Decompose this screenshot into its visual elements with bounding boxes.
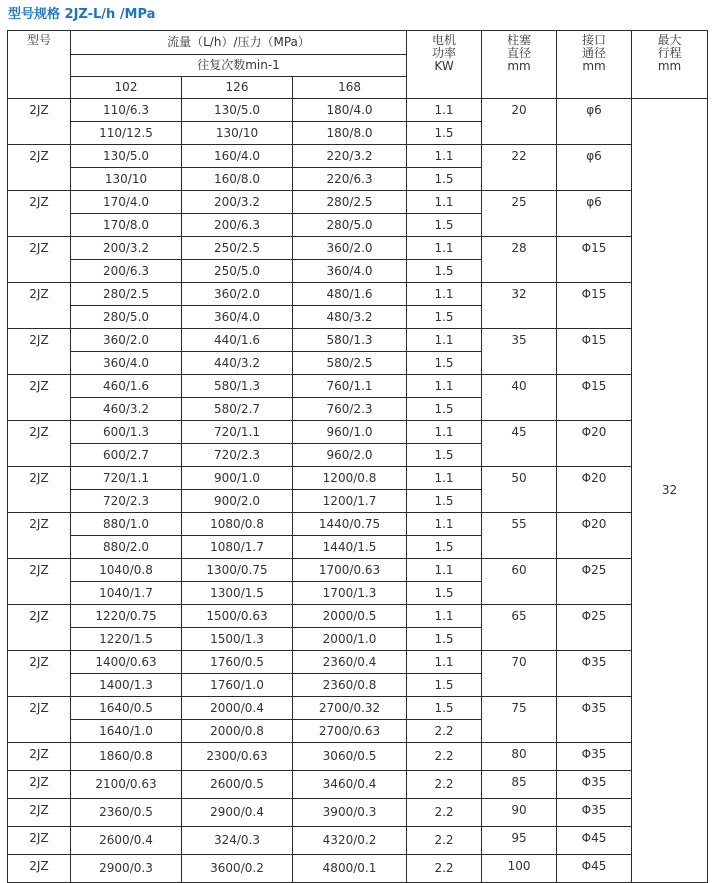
motor-power-cell: 1.5 [407,490,482,513]
flow-168-cell: 220/3.2 [293,145,407,168]
table-row [8,855,708,883]
flow-168-cell: 2360/0.4 [293,651,407,674]
flow-126-cell: 250/5.0 [182,260,293,283]
motor-power-cell: 1.1 [407,283,482,306]
plunger-diameter-cell: 75 [482,697,557,743]
flow-126-cell: 130/5.0 [182,99,293,122]
motor-power-cell: 1.1 [407,145,482,168]
motor-power-cell: 1.5 [407,352,482,375]
flow-168-cell: 2700/0.63 [293,720,407,743]
flow-126-cell: 1500/0.63 [182,605,293,628]
plunger-diameter-cell: 100 [482,855,557,883]
port-diameter-cell: φ6 [557,191,632,237]
flow-168-cell: 580/2.5 [293,352,407,375]
port-diameter-cell: φ6 [557,145,632,191]
model-cell: 2JZ [8,375,71,421]
plunger-diameter-cell: 55 [482,513,557,559]
table-row [8,697,708,720]
flow-102-cell: 1040/0.8 [71,559,182,582]
motor-power-cell: 1.1 [407,329,482,352]
plunger-diameter-cell: 25 [482,191,557,237]
header-stroke: 最大 行程 mm [632,31,708,99]
motor-power-cell: 1.1 [407,467,482,490]
motor-power-cell: 1.5 [407,398,482,421]
flow-102-cell: 360/4.0 [71,352,182,375]
port-diameter-cell: Φ15 [557,283,632,329]
flow-126-cell: 160/8.0 [182,168,293,191]
flow-126-cell: 130/10 [182,122,293,145]
motor-power-cell: 1.5 [407,536,482,559]
model-cell: 2JZ [8,855,71,883]
motor-power-cell: 1.5 [407,628,482,651]
motor-power-cell: 1.5 [407,582,482,605]
flow-126-cell: 2000/0.4 [182,697,293,720]
flow-102-cell: 720/2.3 [71,490,182,513]
plunger-diameter-cell: 95 [482,827,557,855]
plunger-diameter-cell: 32 [482,283,557,329]
table-row [8,237,708,260]
motor-power-cell: 2.2 [407,855,482,883]
flow-126-cell: 580/1.3 [182,375,293,398]
flow-102-cell: 720/1.1 [71,467,182,490]
motor-power-cell: 1.5 [407,697,482,720]
model-cell: 2JZ [8,99,71,145]
table-row [8,421,708,444]
flow-168-cell: 1440/1.5 [293,536,407,559]
motor-power-cell: 1.5 [407,214,482,237]
flow-168-cell: 280/2.5 [293,191,407,214]
flow-102-cell: 110/6.3 [71,99,182,122]
flow-102-cell: 1220/0.75 [71,605,182,628]
motor-power-cell: 1.1 [407,651,482,674]
motor-power-cell: 1.5 [407,260,482,283]
flow-168-cell: 960/1.0 [293,421,407,444]
motor-power-cell: 1.5 [407,674,482,697]
port-diameter-cell: Φ45 [557,827,632,855]
model-cell: 2JZ [8,237,71,283]
model-cell: 2JZ [8,605,71,651]
motor-power-cell: 1.5 [407,306,482,329]
flow-102-cell: 280/5.0 [71,306,182,329]
flow-126-cell: 2000/0.8 [182,720,293,743]
motor-power-cell: 2.2 [407,743,482,771]
header-rate-102: 102 [71,77,182,99]
flow-168-cell: 1700/0.63 [293,559,407,582]
max-stroke-cell: 32 [632,99,708,883]
flow-102-cell: 600/1.3 [71,421,182,444]
flow-126-cell: 900/2.0 [182,490,293,513]
port-diameter-cell: φ6 [557,99,632,145]
flow-102-cell: 460/3.2 [71,398,182,421]
header-rate-168: 168 [293,77,407,99]
flow-168-cell: 280/5.0 [293,214,407,237]
flow-168-cell: 760/1.1 [293,375,407,398]
plunger-diameter-cell: 70 [482,651,557,697]
flow-102-cell: 280/2.5 [71,283,182,306]
flow-126-cell: 200/6.3 [182,214,293,237]
flow-126-cell: 324/0.3 [182,827,293,855]
port-diameter-cell: Φ35 [557,697,632,743]
flow-126-cell: 360/2.0 [182,283,293,306]
flow-102-cell: 2100/0.63 [71,771,182,799]
flow-168-cell: 1700/1.3 [293,582,407,605]
table-row [8,283,708,306]
motor-power-cell: 1.1 [407,605,482,628]
header-stroke-rate: 往复次数min-1 [71,55,407,77]
flow-102-cell: 200/6.3 [71,260,182,283]
motor-power-cell: 1.1 [407,559,482,582]
port-diameter-cell: Φ25 [557,559,632,605]
plunger-diameter-cell: 90 [482,799,557,827]
model-cell: 2JZ [8,827,71,855]
flow-168-cell: 3060/0.5 [293,743,407,771]
model-cell: 2JZ [8,191,71,237]
table-row [8,375,708,398]
motor-power-cell: 1.1 [407,237,482,260]
flow-126-cell: 440/1.6 [182,329,293,352]
table-row [8,99,708,122]
flow-102-cell: 1220/1.5 [71,628,182,651]
flow-102-cell: 360/2.0 [71,329,182,352]
flow-168-cell: 580/1.3 [293,329,407,352]
port-diameter-cell: Φ15 [557,237,632,283]
header-port: 接口 通径 mm [557,31,632,99]
flow-168-cell: 2700/0.32 [293,697,407,720]
plunger-diameter-cell: 60 [482,559,557,605]
header-plunger: 柱塞 直径 mm [482,31,557,99]
flow-102-cell: 2600/0.4 [71,827,182,855]
spec-table [7,30,708,883]
port-diameter-cell: Φ15 [557,329,632,375]
plunger-diameter-cell: 40 [482,375,557,421]
plunger-diameter-cell: 22 [482,145,557,191]
flow-168-cell: 3900/0.3 [293,799,407,827]
port-diameter-cell: Φ45 [557,855,632,883]
flow-168-cell: 2360/0.8 [293,674,407,697]
model-cell: 2JZ [8,467,71,513]
port-diameter-cell: Φ35 [557,771,632,799]
model-cell: 2JZ [8,771,71,799]
flow-126-cell: 1500/1.3 [182,628,293,651]
flow-168-cell: 180/4.0 [293,99,407,122]
flow-102-cell: 1640/0.5 [71,697,182,720]
model-cell: 2JZ [8,799,71,827]
model-cell: 2JZ [8,513,71,559]
model-cell: 2JZ [8,651,71,697]
flow-126-cell: 1760/0.5 [182,651,293,674]
flow-102-cell: 1400/0.63 [71,651,182,674]
flow-126-cell: 360/4.0 [182,306,293,329]
motor-power-cell: 1.1 [407,513,482,536]
plunger-diameter-cell: 85 [482,771,557,799]
model-cell: 2JZ [8,743,71,771]
port-diameter-cell: Φ35 [557,743,632,771]
port-diameter-cell: Φ20 [557,421,632,467]
flow-102-cell: 1640/1.0 [71,720,182,743]
flow-168-cell: 760/2.3 [293,398,407,421]
plunger-diameter-cell: 80 [482,743,557,771]
flow-168-cell: 2000/0.5 [293,605,407,628]
model-cell: 2JZ [8,145,71,191]
flow-126-cell: 200/3.2 [182,191,293,214]
flow-168-cell: 3460/0.4 [293,771,407,799]
flow-126-cell: 580/2.7 [182,398,293,421]
port-diameter-cell: Φ35 [557,651,632,697]
flow-102-cell: 2360/0.5 [71,799,182,827]
port-diameter-cell: Φ15 [557,375,632,421]
motor-power-cell: 1.5 [407,444,482,467]
flow-126-cell: 900/1.0 [182,467,293,490]
flow-102-cell: 170/4.0 [71,191,182,214]
flow-168-cell: 1440/0.75 [293,513,407,536]
flow-102-cell: 880/2.0 [71,536,182,559]
flow-102-cell: 1860/0.8 [71,743,182,771]
flow-168-cell: 480/1.6 [293,283,407,306]
flow-168-cell: 2000/1.0 [293,628,407,651]
table-row [8,191,708,214]
motor-power-cell: 1.1 [407,375,482,398]
table-row [8,605,708,628]
flow-102-cell: 200/3.2 [71,237,182,260]
table-row [8,743,708,771]
flow-126-cell: 720/2.3 [182,444,293,467]
plunger-diameter-cell: 35 [482,329,557,375]
flow-168-cell: 360/4.0 [293,260,407,283]
table-row [8,771,708,799]
plunger-diameter-cell: 28 [482,237,557,283]
flow-126-cell: 2900/0.4 [182,799,293,827]
flow-102-cell: 130/5.0 [71,145,182,168]
table-row [8,467,708,490]
table-row [8,559,708,582]
port-diameter-cell: Φ20 [557,467,632,513]
flow-102-cell: 460/1.6 [71,375,182,398]
flow-126-cell: 1300/1.5 [182,582,293,605]
table-row [8,329,708,352]
flow-126-cell: 440/3.2 [182,352,293,375]
motor-power-cell: 2.2 [407,720,482,743]
motor-power-cell: 1.5 [407,122,482,145]
model-cell: 2JZ [8,559,71,605]
flow-126-cell: 250/2.5 [182,237,293,260]
page-title: 型号规格 2JZ-L/h /MPa [8,7,156,22]
flow-168-cell: 480/3.2 [293,306,407,329]
model-cell: 2JZ [8,329,71,375]
header-flow: 流量（L/h）/压力（MPa） [71,31,407,55]
table-row [8,513,708,536]
motor-power-cell: 1.5 [407,168,482,191]
flow-126-cell: 1080/1.7 [182,536,293,559]
flow-102-cell: 1040/1.7 [71,582,182,605]
flow-126-cell: 1300/0.75 [182,559,293,582]
header-motor: 电机 功率 KW [407,31,482,99]
flow-168-cell: 1200/1.7 [293,490,407,513]
flow-126-cell: 2600/0.5 [182,771,293,799]
model-cell: 2JZ [8,697,71,743]
header-model: 型号 [8,31,71,99]
flow-102-cell: 1400/1.3 [71,674,182,697]
motor-power-cell: 1.1 [407,421,482,444]
table-row [8,799,708,827]
header-rate-126: 126 [182,77,293,99]
flow-168-cell: 1200/0.8 [293,467,407,490]
flow-168-cell: 180/8.0 [293,122,407,145]
flow-168-cell: 4800/0.1 [293,855,407,883]
port-diameter-cell: Φ20 [557,513,632,559]
motor-power-cell: 1.1 [407,191,482,214]
flow-102-cell: 2900/0.3 [71,855,182,883]
model-cell: 2JZ [8,283,71,329]
flow-168-cell: 220/6.3 [293,168,407,191]
flow-168-cell: 960/2.0 [293,444,407,467]
flow-126-cell: 1760/1.0 [182,674,293,697]
table-row [8,145,708,168]
motor-power-cell: 1.1 [407,99,482,122]
plunger-diameter-cell: 65 [482,605,557,651]
motor-power-cell: 2.2 [407,771,482,799]
plunger-diameter-cell: 45 [482,421,557,467]
flow-126-cell: 1080/0.8 [182,513,293,536]
flow-126-cell: 3600/0.2 [182,855,293,883]
table-row [8,827,708,855]
port-diameter-cell: Φ35 [557,799,632,827]
flow-102-cell: 600/2.7 [71,444,182,467]
motor-power-cell: 2.2 [407,827,482,855]
flow-102-cell: 110/12.5 [71,122,182,145]
table-row [8,651,708,674]
plunger-diameter-cell: 20 [482,99,557,145]
flow-102-cell: 130/10 [71,168,182,191]
flow-126-cell: 2300/0.63 [182,743,293,771]
flow-126-cell: 720/1.1 [182,421,293,444]
flow-102-cell: 880/1.0 [71,513,182,536]
flow-102-cell: 170/8.0 [71,214,182,237]
motor-power-cell: 2.2 [407,799,482,827]
model-cell: 2JZ [8,421,71,467]
flow-168-cell: 360/2.0 [293,237,407,260]
flow-168-cell: 4320/0.2 [293,827,407,855]
flow-126-cell: 160/4.0 [182,145,293,168]
port-diameter-cell: Φ25 [557,605,632,651]
plunger-diameter-cell: 50 [482,467,557,513]
